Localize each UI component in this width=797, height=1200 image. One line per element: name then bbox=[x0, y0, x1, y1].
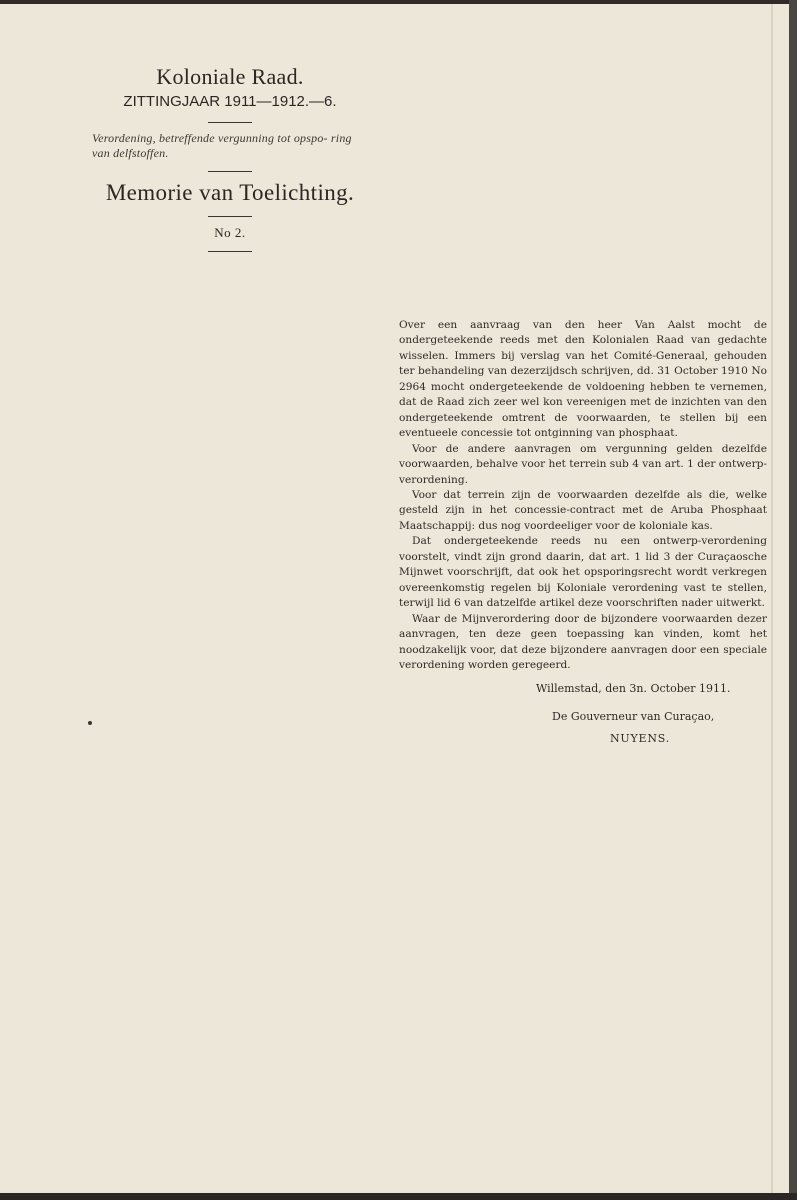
session-year: ZITTINGJAAR 1911—1912.—6. bbox=[123, 93, 337, 110]
signatory-name: NUYENS. bbox=[610, 732, 671, 745]
place-date: Willemstad, den 3n. October 1911. bbox=[536, 682, 731, 695]
document-title: Memorie van Toelichting. bbox=[105, 180, 355, 205]
paragraph: Dat ondergeteekende reeds nu een ontwerp-verordening voorstelt, vindt zijn grond daarin, dat art. 1 lid 3 der Curaçaosche Mijnwet voorschrijft, dat ook het opsporingsrecht wordt verkregen overeenkomstig regelen bij Koloniale verordening vast te stellen, terwijl lid 6 van datzelfde artikel deze voorschriften nader uitwerkt. bbox=[399, 535, 767, 610]
council-title: Koloniale Raad. bbox=[156, 64, 304, 89]
signatory-office: De Gouverneur van Curaçao, bbox=[552, 710, 715, 723]
paragraph: Over een aanvraag van den heer Van Aalst mocht de ondergeteekende reeds met den Kolonialen Raad van gedachte wisselen. Immers bij verslag van het Comité-Generaal, gehouden ter behandeling van dezerzijdsch schrijven, dd. 31 October 1910 No 2964 mocht ondergeteekende de voldoening hebben te vernemen, dat de Raad zich zeer wel kon vereenigen met de inzichten van den ondergeteekende omtrent de voorwaarden, te stellen bij een eventueele concessie tot ontginning van phosphaat. bbox=[399, 319, 767, 440]
divider bbox=[208, 171, 252, 172]
scan-edge-right bbox=[789, 0, 797, 1200]
document-header bbox=[90, 64, 370, 260]
divider bbox=[208, 122, 252, 123]
divider bbox=[208, 251, 252, 252]
document-number: No 2. bbox=[214, 225, 246, 240]
paragraph: Voor de andere aanvragen om vergunning gelden dezelfde voorwaarden, behalve voor het terrein sub 4 van art. 1 der ontwerp-verordening. bbox=[399, 442, 767, 486]
divider bbox=[208, 216, 252, 217]
page-edge-line bbox=[771, 4, 773, 1197]
paragraph: Voor dat terrein zijn de voorwaarden dezelfde als die, welke gesteld zijn in het concessie-contract met de Aruba Phosphaat Maatschappij: dus nog voordeeliger voor de koloniale kas. bbox=[399, 488, 767, 532]
scan-edge-bottom bbox=[0, 1193, 797, 1200]
body-text bbox=[399, 318, 767, 673]
ink-speck bbox=[88, 721, 92, 725]
subject-line: Verordening, betreffende vergunning tot opspo- ring van delfstoffen. bbox=[92, 131, 352, 160]
paragraph: Waar de Mijnverordering door de bijzondere voorwaarden dezer aanvragen, ten deze geen toepassing kan vinden, komt het noodzakelijk voor, dat deze bijzondere aanvragen door een speciale verordening worden geregeerd. bbox=[399, 612, 767, 671]
